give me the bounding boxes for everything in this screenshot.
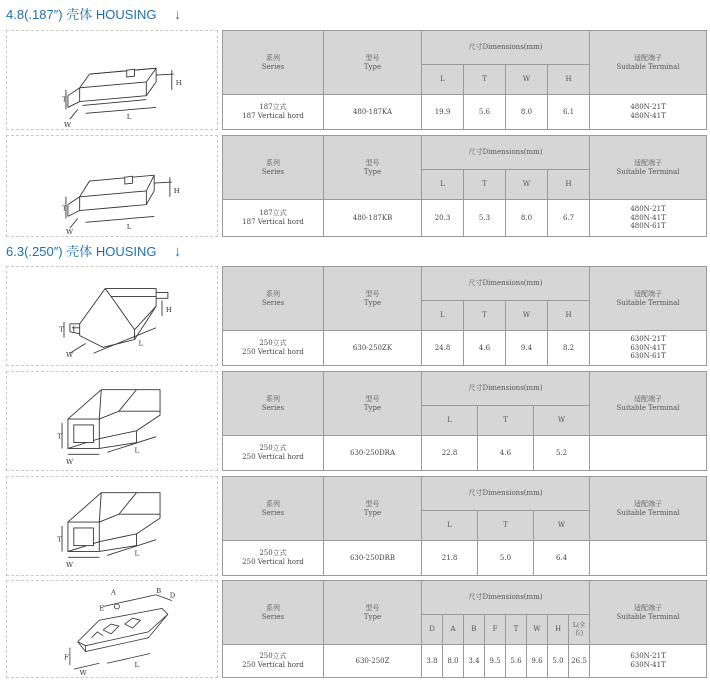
dim-label-F: F	[64, 653, 69, 662]
terminal-cell: 480N-21T 480N-41T	[590, 95, 707, 130]
dim-label-H: H	[165, 306, 172, 315]
section-title-187	[6, 4, 181, 23]
dim-header: T	[464, 301, 506, 331]
dim-header: W	[527, 615, 548, 645]
spec-table-480-187KA	[222, 30, 707, 130]
dim-value: 6.1	[548, 95, 590, 130]
dimensions-header: 尺寸Dimensions(mm)	[422, 581, 590, 615]
dim-value: 8.0	[506, 95, 548, 130]
series-cell: 250立式 250 Vertical hord	[223, 541, 324, 576]
dim-value: 3.4	[464, 645, 485, 678]
dim-header: L	[422, 65, 464, 95]
dim-header: T	[478, 511, 534, 541]
dim-header: L	[422, 406, 478, 436]
dim-value: 5.3	[464, 200, 506, 237]
terminal-cell: 480N-21T 480N-41T 480N-61T	[590, 200, 707, 237]
spec-table-630-250DRB	[222, 476, 707, 576]
dim-label-T: T	[59, 325, 64, 334]
type-header: 型号 Type	[324, 581, 422, 645]
dim-value: 8.0	[506, 200, 548, 237]
type-cell: 630-250DRB	[324, 541, 422, 576]
product-row-630-250ZK	[6, 266, 706, 366]
section-title-text: 6.3(.250″) 壳体 HOUSING	[6, 244, 157, 259]
dim-header: D	[422, 615, 443, 645]
product-row-630-250DRA	[6, 371, 706, 471]
series-header: 系列 Series	[223, 581, 324, 645]
terminal-cell: 630N-21T 630N-41T	[590, 645, 707, 678]
section-title-250	[6, 241, 181, 260]
dim-header: T	[464, 170, 506, 200]
spec-table-480-187KB	[222, 135, 707, 237]
type-header: 型号 Type	[324, 267, 422, 331]
type-header: 型号 Type	[324, 31, 422, 95]
dim-label-H: H	[173, 186, 180, 195]
dim-label-A: A	[111, 588, 116, 597]
dim-value: 4.6	[464, 331, 506, 366]
housing-illustration-icon	[7, 477, 219, 575]
down-arrow-icon: ↓	[174, 6, 182, 22]
dim-value: 24.8	[422, 331, 464, 366]
product-row-630-250Z	[6, 580, 706, 678]
dim-header: W	[506, 301, 548, 331]
dimensions-header: 尺寸Dimensions(mm)	[422, 477, 590, 511]
dim-header: H	[548, 301, 590, 331]
dim-value: 21.8	[422, 541, 478, 576]
dim-label-H: H	[175, 78, 182, 87]
series-cell: 250立式 250 Vertical hord	[223, 331, 324, 366]
dim-value: 20.3	[422, 200, 464, 237]
dim-value: 3.8	[422, 645, 443, 678]
dim-label-W: W	[79, 669, 87, 677]
dim-header: L(全长)	[569, 615, 590, 645]
series-header: 系列 Series	[223, 31, 324, 95]
dim-label-L: L	[126, 223, 132, 232]
housing-illustration-icon	[7, 581, 219, 677]
series-header: 系列 Series	[223, 477, 324, 541]
dim-header: A	[443, 615, 464, 645]
dim-header: F	[485, 615, 506, 645]
dim-header: W	[534, 406, 590, 436]
dim-header: W	[534, 511, 590, 541]
spec-table-630-250Z	[222, 580, 707, 678]
down-arrow-icon: ↓	[174, 243, 182, 259]
dim-value: 9.5	[485, 645, 506, 678]
dim-header: W	[506, 170, 548, 200]
dim-header: H	[548, 170, 590, 200]
dim-label-L: L	[138, 339, 144, 348]
dim-label-B: B	[156, 586, 162, 595]
dim-value: 9.4	[506, 331, 548, 366]
housing-illustration-icon	[7, 31, 219, 129]
dim-label-W: W	[65, 228, 74, 236]
series-cell: 187立式 187 Vertical hord	[223, 95, 324, 130]
dim-value: 5.2	[534, 436, 590, 471]
spec-table-630-250DRA	[222, 371, 707, 471]
dim-value: 5.0	[478, 541, 534, 576]
terminal-header: 适配端子 Suitable Terminal	[590, 267, 707, 331]
product-row-480-187KB	[6, 135, 706, 237]
dim-value: 8.2	[548, 331, 590, 366]
series-cell: 187立式 187 Vertical hord	[223, 200, 324, 237]
dim-header: T	[464, 65, 506, 95]
dimensions-header: 尺寸Dimensions(mm)	[422, 136, 590, 170]
terminal-header: 适配端子 Suitable Terminal	[590, 136, 707, 200]
type-header: 型号 Type	[324, 372, 422, 436]
dim-value: 8.0	[443, 645, 464, 678]
type-cell: 630-250DRA	[324, 436, 422, 471]
dim-label-L: L	[126, 113, 132, 122]
series-cell: 250立式 250 Vertical hord	[223, 436, 324, 471]
dim-value: 26.5	[569, 645, 590, 678]
terminal-header: 适配端子 Suitable Terminal	[590, 581, 707, 645]
terminal-cell	[590, 436, 707, 471]
dim-value: 9.6	[527, 645, 548, 678]
dim-header: L	[422, 170, 464, 200]
series-header: 系列 Series	[223, 372, 324, 436]
series-header: 系列 Series	[223, 136, 324, 200]
dim-label-E: E	[99, 604, 105, 613]
housing-illustration-icon	[7, 372, 219, 470]
dim-value: 19.9	[422, 95, 464, 130]
dimensions-header: 尺寸Dimensions(mm)	[422, 267, 590, 301]
dim-label-T: T	[62, 95, 67, 104]
dim-header: W	[506, 65, 548, 95]
dim-value: 6.4	[534, 541, 590, 576]
dim-label-L: L	[134, 661, 140, 670]
dim-label-T: T	[57, 432, 62, 441]
dim-value: 22.8	[422, 436, 478, 471]
section-title-text: 4.8(.187″) 壳体 HOUSING	[6, 7, 157, 22]
dim-label-W: W	[64, 121, 72, 129]
dim-label-L: L	[134, 549, 140, 558]
dim-value: 5.6	[464, 95, 506, 130]
housing-drawing-630-250DRB	[6, 476, 218, 576]
type-header: 型号 Type	[324, 136, 422, 200]
dim-label-W: W	[65, 351, 74, 360]
terminal-header: 适配端子 Suitable Terminal	[590, 372, 707, 436]
dim-label-L: L	[134, 446, 140, 455]
product-row-630-250DRB	[6, 476, 706, 576]
type-header: 型号 Type	[324, 477, 422, 541]
dim-header: L	[422, 511, 478, 541]
terminal-header: 适配端子 Suitable Terminal	[590, 31, 707, 95]
product-row-480-187KA	[6, 30, 706, 130]
terminal-cell: 630N-21T 630N-41T 630N-61T	[590, 331, 707, 366]
dim-label-W: W	[65, 458, 74, 467]
housing-drawing-480-187KB	[6, 135, 218, 237]
housing-illustration-icon	[7, 136, 219, 236]
dim-label-W: W	[65, 561, 74, 570]
type-cell: 480-187KB	[324, 200, 422, 237]
type-cell: 480-187KA	[324, 95, 422, 130]
dim-label-T: T	[57, 535, 62, 544]
dim-value: 5.0	[548, 645, 569, 678]
dim-value: 4.6	[478, 436, 534, 471]
dim-header: H	[548, 615, 569, 645]
spec-table-630-250ZK	[222, 266, 707, 366]
dim-header: T	[478, 406, 534, 436]
dim-header: H	[548, 65, 590, 95]
series-header: 系列 Series	[223, 267, 324, 331]
dim-header: L	[422, 301, 464, 331]
dim-header: T	[506, 615, 527, 645]
dim-header: B	[464, 615, 485, 645]
housing-illustration-icon	[7, 267, 219, 365]
terminal-header: 适配端子 Suitable Terminal	[590, 477, 707, 541]
dim-value: 6.7	[548, 200, 590, 237]
terminal-cell	[590, 541, 707, 576]
dim-value: 5.6	[506, 645, 527, 678]
housing-drawing-630-250Z	[6, 580, 218, 678]
dim-label-T: T	[62, 204, 67, 213]
series-cell: 250立式 250 Vertical hord	[223, 645, 324, 678]
housing-drawing-630-250ZK	[6, 266, 218, 366]
dim-label-D: D	[169, 591, 176, 600]
dimensions-header: 尺寸Dimensions(mm)	[422, 31, 590, 65]
housing-drawing-630-250DRA	[6, 371, 218, 471]
type-cell: 630-250Z	[324, 645, 422, 678]
type-cell: 630-250ZK	[324, 331, 422, 366]
housing-drawing-480-187KA	[6, 30, 218, 130]
dimensions-header: 尺寸Dimensions(mm)	[422, 372, 590, 406]
